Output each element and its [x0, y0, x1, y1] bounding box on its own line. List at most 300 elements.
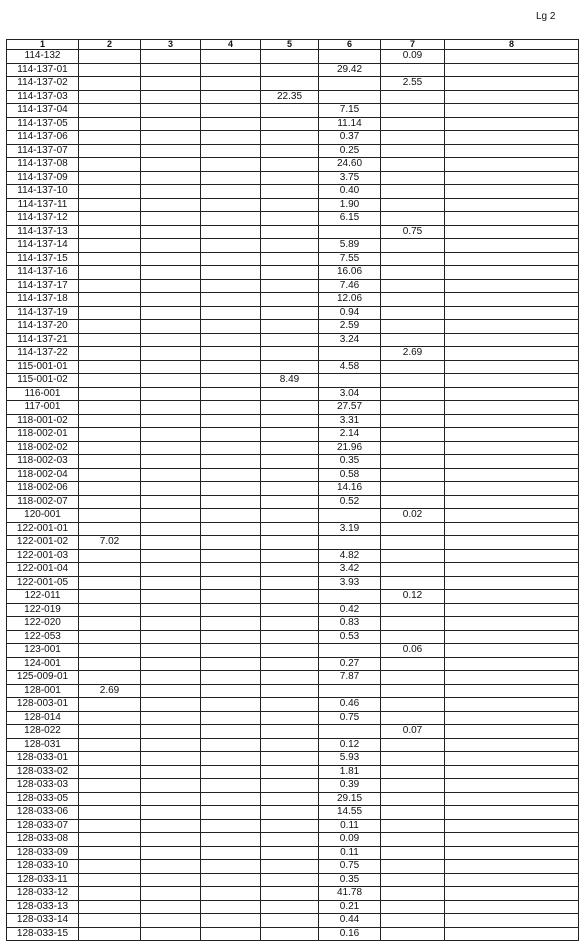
value-cell — [201, 374, 261, 388]
value-cell — [261, 617, 319, 631]
value-cell: 3.19 — [319, 522, 381, 536]
value-cell — [261, 671, 319, 685]
value-cell — [79, 347, 141, 361]
row-id-cell: 128-031 — [7, 738, 79, 752]
value-cell — [201, 752, 261, 766]
value-cell — [381, 738, 445, 752]
value-cell — [381, 90, 445, 104]
value-cell — [79, 644, 141, 658]
value-cell — [261, 144, 319, 158]
value-cell — [141, 414, 201, 428]
value-cell — [445, 927, 579, 941]
value-cell — [79, 455, 141, 469]
value-cell — [141, 144, 201, 158]
value-cell — [381, 266, 445, 280]
value-cell — [381, 414, 445, 428]
value-cell — [201, 698, 261, 712]
value-cell: 2.69 — [381, 347, 445, 361]
value-cell: 0.94 — [319, 306, 381, 320]
value-cell — [261, 320, 319, 334]
value-cell — [445, 752, 579, 766]
value-cell — [381, 617, 445, 631]
value-cell: 3.93 — [319, 576, 381, 590]
row-id-cell: 122-053 — [7, 630, 79, 644]
value-cell: 0.35 — [319, 455, 381, 469]
row-id-cell: 128-033-13 — [7, 900, 79, 914]
value-cell: 41.78 — [319, 887, 381, 901]
value-cell — [201, 671, 261, 685]
value-cell — [201, 320, 261, 334]
value-cell — [79, 104, 141, 118]
value-cell — [261, 482, 319, 496]
value-cell — [201, 779, 261, 793]
value-cell — [201, 293, 261, 307]
value-cell — [141, 63, 201, 77]
value-cell — [381, 239, 445, 253]
table-row — [7, 563, 579, 577]
value-cell — [261, 131, 319, 145]
column-header: 3 — [141, 40, 201, 50]
value-cell — [201, 819, 261, 833]
value-cell — [141, 90, 201, 104]
value-cell — [261, 806, 319, 820]
value-cell — [381, 455, 445, 469]
value-cell — [201, 104, 261, 118]
value-cell — [261, 77, 319, 91]
value-cell — [141, 644, 201, 658]
value-cell: 0.16 — [319, 927, 381, 941]
value-cell — [445, 360, 579, 374]
table-row — [7, 387, 579, 401]
value-cell — [261, 603, 319, 617]
value-cell: 12.06 — [319, 293, 381, 307]
value-cell — [79, 252, 141, 266]
value-cell — [261, 455, 319, 469]
value-cell — [141, 455, 201, 469]
value-cell — [445, 914, 579, 928]
value-cell — [445, 225, 579, 239]
value-cell: 7.87 — [319, 671, 381, 685]
value-cell — [381, 374, 445, 388]
table-row — [7, 536, 579, 550]
row-id-cell: 114-137-08 — [7, 158, 79, 172]
value-cell — [445, 887, 579, 901]
table-row — [7, 455, 579, 469]
value-cell — [79, 549, 141, 563]
value-cell — [261, 495, 319, 509]
value-cell — [381, 576, 445, 590]
value-cell — [201, 536, 261, 550]
value-cell — [381, 657, 445, 671]
value-cell: 0.83 — [319, 617, 381, 631]
value-cell: 0.75 — [381, 225, 445, 239]
value-cell — [261, 171, 319, 185]
value-cell: 1.81 — [319, 765, 381, 779]
value-cell — [445, 428, 579, 442]
value-cell — [201, 509, 261, 523]
row-id-cell: 128-022 — [7, 725, 79, 739]
column-header: 1 — [7, 40, 79, 50]
value-cell — [201, 846, 261, 860]
value-cell — [381, 819, 445, 833]
row-id-cell: 128-033-08 — [7, 833, 79, 847]
value-cell: 8.49 — [261, 374, 319, 388]
value-cell — [261, 698, 319, 712]
row-id-cell: 122-001-03 — [7, 549, 79, 563]
value-cell — [445, 576, 579, 590]
table-row — [7, 765, 579, 779]
value-cell — [141, 171, 201, 185]
table-row — [7, 833, 579, 847]
value-cell — [79, 765, 141, 779]
value-cell — [79, 158, 141, 172]
value-cell — [141, 468, 201, 482]
value-cell — [141, 320, 201, 334]
row-id-cell: 115-001-02 — [7, 374, 79, 388]
value-cell — [381, 495, 445, 509]
page-label: Lg 2 — [536, 11, 556, 22]
row-id-cell: 114-137-21 — [7, 333, 79, 347]
value-cell — [381, 63, 445, 77]
value-cell — [79, 401, 141, 415]
value-cell — [261, 711, 319, 725]
value-cell: 14.55 — [319, 806, 381, 820]
value-cell — [79, 563, 141, 577]
value-cell — [141, 158, 201, 172]
value-cell — [381, 212, 445, 226]
value-cell — [201, 212, 261, 226]
value-cell — [201, 914, 261, 928]
value-cell — [381, 401, 445, 415]
table-row — [7, 374, 579, 388]
value-cell — [141, 347, 201, 361]
table-row — [7, 603, 579, 617]
value-cell — [261, 347, 319, 361]
value-cell — [141, 914, 201, 928]
table-row — [7, 738, 579, 752]
value-cell: 0.09 — [381, 50, 445, 64]
value-cell: 0.75 — [319, 711, 381, 725]
value-cell — [319, 374, 381, 388]
value-cell — [141, 306, 201, 320]
value-cell: 0.11 — [319, 819, 381, 833]
value-cell: 4.82 — [319, 549, 381, 563]
table-row — [7, 711, 579, 725]
value-cell — [445, 671, 579, 685]
table-row — [7, 63, 579, 77]
value-cell — [79, 239, 141, 253]
value-cell: 1.90 — [319, 198, 381, 212]
value-cell — [201, 738, 261, 752]
value-cell — [319, 509, 381, 523]
value-cell — [201, 414, 261, 428]
value-cell — [79, 819, 141, 833]
value-cell — [445, 873, 579, 887]
value-cell — [445, 50, 579, 64]
value-cell — [261, 549, 319, 563]
table-row — [7, 900, 579, 914]
value-cell — [261, 927, 319, 941]
row-id-cell: 118-002-04 — [7, 468, 79, 482]
row-id-cell: 114-137-17 — [7, 279, 79, 293]
table-row — [7, 887, 579, 901]
value-cell: 29.15 — [319, 792, 381, 806]
value-cell — [201, 563, 261, 577]
value-cell: 11.14 — [319, 117, 381, 131]
value-cell — [201, 63, 261, 77]
value-cell: 21.96 — [319, 441, 381, 455]
value-cell: 0.39 — [319, 779, 381, 793]
value-cell — [381, 144, 445, 158]
value-cell — [79, 590, 141, 604]
value-cell: 4.58 — [319, 360, 381, 374]
value-cell — [141, 833, 201, 847]
value-cell — [141, 252, 201, 266]
value-cell — [261, 765, 319, 779]
value-cell — [445, 198, 579, 212]
value-cell — [141, 279, 201, 293]
value-cell — [261, 50, 319, 64]
value-cell — [445, 860, 579, 874]
value-cell — [261, 468, 319, 482]
column-header: 6 — [319, 40, 381, 50]
value-cell — [79, 630, 141, 644]
value-cell — [141, 441, 201, 455]
table-row — [7, 644, 579, 658]
value-cell — [79, 306, 141, 320]
table-row — [7, 293, 579, 307]
value-cell: 0.53 — [319, 630, 381, 644]
value-cell — [319, 225, 381, 239]
table-row — [7, 927, 579, 941]
value-cell — [381, 873, 445, 887]
value-cell — [445, 212, 579, 226]
value-cell — [141, 522, 201, 536]
value-cell — [261, 522, 319, 536]
value-cell — [261, 657, 319, 671]
value-cell — [261, 644, 319, 658]
value-cell — [79, 522, 141, 536]
value-cell — [445, 468, 579, 482]
value-cell — [79, 725, 141, 739]
value-cell — [201, 455, 261, 469]
value-cell — [201, 185, 261, 199]
value-cell — [79, 806, 141, 820]
value-cell — [445, 563, 579, 577]
value-cell — [381, 630, 445, 644]
value-cell: 0.11 — [319, 846, 381, 860]
value-cell — [381, 293, 445, 307]
table-row — [7, 171, 579, 185]
row-id-cell: 128-033-06 — [7, 806, 79, 820]
row-id-cell: 114-137-01 — [7, 63, 79, 77]
value-cell: 2.55 — [381, 77, 445, 91]
value-cell — [79, 698, 141, 712]
value-cell — [79, 144, 141, 158]
value-cell — [445, 266, 579, 280]
value-cell — [79, 617, 141, 631]
value-cell — [141, 819, 201, 833]
value-cell — [201, 428, 261, 442]
value-cell — [79, 482, 141, 496]
value-cell: 27.57 — [319, 401, 381, 415]
value-cell — [79, 171, 141, 185]
value-cell — [261, 819, 319, 833]
value-cell — [261, 279, 319, 293]
value-cell — [201, 887, 261, 901]
value-cell — [319, 50, 381, 64]
row-id-cell: 118-002-06 — [7, 482, 79, 496]
value-cell — [381, 468, 445, 482]
value-cell — [201, 90, 261, 104]
value-cell — [201, 279, 261, 293]
value-cell — [141, 239, 201, 253]
value-cell — [201, 590, 261, 604]
value-cell — [141, 50, 201, 64]
value-cell — [261, 104, 319, 118]
value-cell — [445, 725, 579, 739]
value-cell — [445, 374, 579, 388]
value-cell — [201, 711, 261, 725]
value-cell — [445, 549, 579, 563]
value-cell — [381, 333, 445, 347]
row-id-cell: 128-033-11 — [7, 873, 79, 887]
value-cell — [445, 644, 579, 658]
row-id-cell: 128-033-10 — [7, 860, 79, 874]
value-cell — [319, 536, 381, 550]
value-cell — [141, 860, 201, 874]
value-cell — [445, 77, 579, 91]
value-cell — [141, 212, 201, 226]
value-cell — [261, 738, 319, 752]
row-id-cell: 118-002-07 — [7, 495, 79, 509]
value-cell — [261, 752, 319, 766]
value-cell — [445, 320, 579, 334]
value-cell — [445, 144, 579, 158]
row-id-cell: 114-137-14 — [7, 239, 79, 253]
value-cell: 5.93 — [319, 752, 381, 766]
column-header: 7 — [381, 40, 445, 50]
value-cell — [201, 401, 261, 415]
value-cell — [261, 306, 319, 320]
value-cell — [261, 900, 319, 914]
value-cell: 6.15 — [319, 212, 381, 226]
row-id-cell: 117-001 — [7, 401, 79, 415]
value-cell — [261, 63, 319, 77]
value-cell: 0.02 — [381, 509, 445, 523]
value-cell — [141, 198, 201, 212]
value-cell — [201, 333, 261, 347]
value-cell — [201, 684, 261, 698]
value-cell — [261, 239, 319, 253]
value-cell — [201, 266, 261, 280]
value-cell: 0.37 — [319, 131, 381, 145]
value-cell — [445, 158, 579, 172]
value-cell — [381, 671, 445, 685]
value-cell: 0.12 — [381, 590, 445, 604]
value-cell — [141, 374, 201, 388]
row-id-cell: 114-137-22 — [7, 347, 79, 361]
row-id-cell: 114-137-13 — [7, 225, 79, 239]
value-cell — [201, 833, 261, 847]
value-cell: 2.69 — [79, 684, 141, 698]
value-cell — [381, 684, 445, 698]
row-id-cell: 122-019 — [7, 603, 79, 617]
value-cell — [445, 347, 579, 361]
value-cell: 7.15 — [319, 104, 381, 118]
value-cell: 5.89 — [319, 239, 381, 253]
value-cell — [261, 401, 319, 415]
table-row — [7, 549, 579, 563]
row-id-cell: 114-137-19 — [7, 306, 79, 320]
row-id-cell: 128-003-01 — [7, 698, 79, 712]
value-cell — [79, 77, 141, 91]
value-cell — [201, 387, 261, 401]
column-header: 8 — [445, 40, 579, 50]
value-cell — [141, 117, 201, 131]
value-cell — [445, 252, 579, 266]
table-row — [7, 279, 579, 293]
value-cell — [79, 387, 141, 401]
column-header: 4 — [201, 40, 261, 50]
value-cell — [381, 441, 445, 455]
value-cell — [141, 657, 201, 671]
value-cell — [201, 765, 261, 779]
value-cell — [201, 725, 261, 739]
row-id-cell: 124-001 — [7, 657, 79, 671]
row-id-cell: 123-001 — [7, 644, 79, 658]
value-cell: 14.16 — [319, 482, 381, 496]
value-cell: 0.44 — [319, 914, 381, 928]
value-cell: 0.35 — [319, 873, 381, 887]
value-cell: 29.42 — [319, 63, 381, 77]
value-cell — [79, 117, 141, 131]
value-cell — [319, 590, 381, 604]
value-cell — [445, 522, 579, 536]
value-cell — [445, 819, 579, 833]
value-cell — [201, 131, 261, 145]
row-id-cell: 116-001 — [7, 387, 79, 401]
value-cell: 3.75 — [319, 171, 381, 185]
row-id-cell: 114-137-11 — [7, 198, 79, 212]
value-cell — [141, 927, 201, 941]
value-cell — [79, 63, 141, 77]
table-row — [7, 522, 579, 536]
value-cell: 24.60 — [319, 158, 381, 172]
value-cell — [445, 90, 579, 104]
value-cell — [201, 252, 261, 266]
value-cell — [79, 428, 141, 442]
table-row — [7, 104, 579, 118]
value-cell: 0.27 — [319, 657, 381, 671]
value-cell — [445, 900, 579, 914]
value-cell — [79, 657, 141, 671]
table-row — [7, 617, 579, 631]
value-cell — [79, 90, 141, 104]
value-cell — [445, 806, 579, 820]
value-cell — [445, 117, 579, 131]
value-cell — [381, 833, 445, 847]
table-row — [7, 158, 579, 172]
value-cell — [445, 684, 579, 698]
value-cell — [201, 603, 261, 617]
value-cell — [381, 806, 445, 820]
value-cell — [201, 482, 261, 496]
row-id-cell: 128-001 — [7, 684, 79, 698]
value-cell — [261, 725, 319, 739]
value-cell — [141, 806, 201, 820]
table-row — [7, 752, 579, 766]
